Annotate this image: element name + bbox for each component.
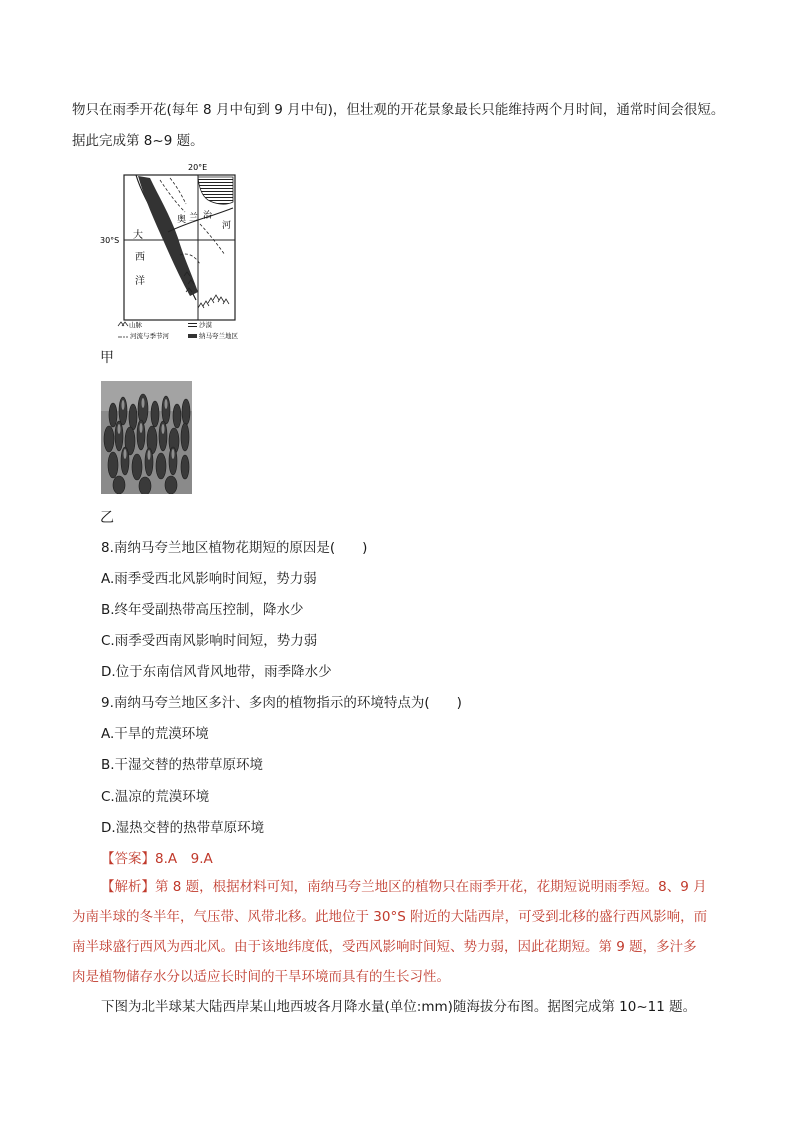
intro-line-2: 据此完成第 8~9 题。	[72, 133, 204, 149]
answer-text: 8.A 9.A	[155, 851, 213, 867]
question-8-stem: 8.南纳马夸兰地区植物花期短的原因是( )	[101, 540, 368, 556]
map-caption: 甲	[100, 350, 114, 366]
photo-caption: 乙	[100, 510, 114, 526]
analysis-text-1: 第 8 题，根据材料可知，南纳马夸兰地区的植物只在雨季开花，花期短说明雨季短。8、9 月	[155, 879, 707, 895]
question-9-option-d: D.湿热交替的热带草原环境	[101, 820, 265, 836]
lat-label: 30°S	[100, 236, 120, 245]
river-char-1: 奥	[177, 215, 187, 225]
map-figure	[100, 160, 250, 342]
analysis-line-1	[101, 877, 707, 897]
seasonal-river	[170, 178, 186, 204]
next-section-intro: 下图为北半球某大陆西岸某山地西坡各月降水量(单位:mm)随海拔分布图。据图完成第 10~11 题。	[101, 999, 697, 1015]
analysis-line-2: 为南半球的冬半年，气压带、风带北移。此地位于 30°S 附近的大陆西岸，可受到北移的盛行西风影响，而	[72, 909, 708, 925]
legend-region-label: 纳马夸兰地区	[199, 332, 238, 340]
intro-line-1: 物只在雨季开花(每年 8 月中旬到 9 月中旬)，但壮观的开花景象最长只能维持两个月时间，通常时间会很短。	[72, 102, 725, 118]
question-9-option-b: B.干湿交替的热带草原环境	[101, 757, 264, 773]
legend-region-icon	[188, 334, 197, 338]
namaqualand-region	[138, 176, 198, 296]
question-8-option-d: D.位于东南信风背风地带，雨季降水少	[101, 664, 332, 680]
question-8-option-c: C.雨季受西南风影响时间短，势力弱	[101, 633, 318, 649]
analysis-line-4: 肉是植物储存水分以适应长时间的干旱环境而具有的生长习性。	[72, 969, 450, 985]
question-9-option-c: C.温凉的荒漠环境	[101, 789, 210, 805]
river-char-3: 治	[203, 211, 213, 221]
legend-desert-icon	[188, 322, 197, 327]
legend-mountain-icon	[118, 322, 128, 326]
desert-area	[198, 177, 233, 204]
ocean-char-2: 西	[135, 252, 145, 263]
ocean-char-1: 大	[133, 230, 143, 241]
question-9-option-a: A.干旱的荒漠环境	[101, 726, 209, 742]
answer-line	[101, 849, 213, 869]
question-8-option-a: A.雨季受西北风影响时间短，势力弱	[101, 571, 317, 587]
question-9-stem: 9.南纳马夸兰地区多汁、多肉的植物指示的环境特点为( )	[101, 695, 462, 711]
analysis-line-3: 南半球盛行西风为西北风。由于该地纬度低，受西风影响时间短、势力弱，因此花期短。第 9 题，多汁多	[72, 939, 697, 955]
succulent-photo	[101, 381, 192, 494]
river-char-2: 兰	[189, 213, 199, 223]
legend-desert-label: 沙漠	[199, 321, 212, 329]
river-char-4: 河	[222, 221, 232, 231]
question-8-option-b: B.终年受副热带高压控制，降水少	[101, 602, 304, 618]
answer-label: 【答案】	[101, 851, 155, 867]
lon-label: 20°E	[188, 163, 208, 172]
legend-river-label: 河流与季节河	[130, 332, 169, 340]
legend-mountain-label: 山脉	[129, 321, 142, 329]
ocean-char-3: 洋	[135, 276, 145, 287]
analysis-label: 【解析】	[101, 879, 155, 895]
